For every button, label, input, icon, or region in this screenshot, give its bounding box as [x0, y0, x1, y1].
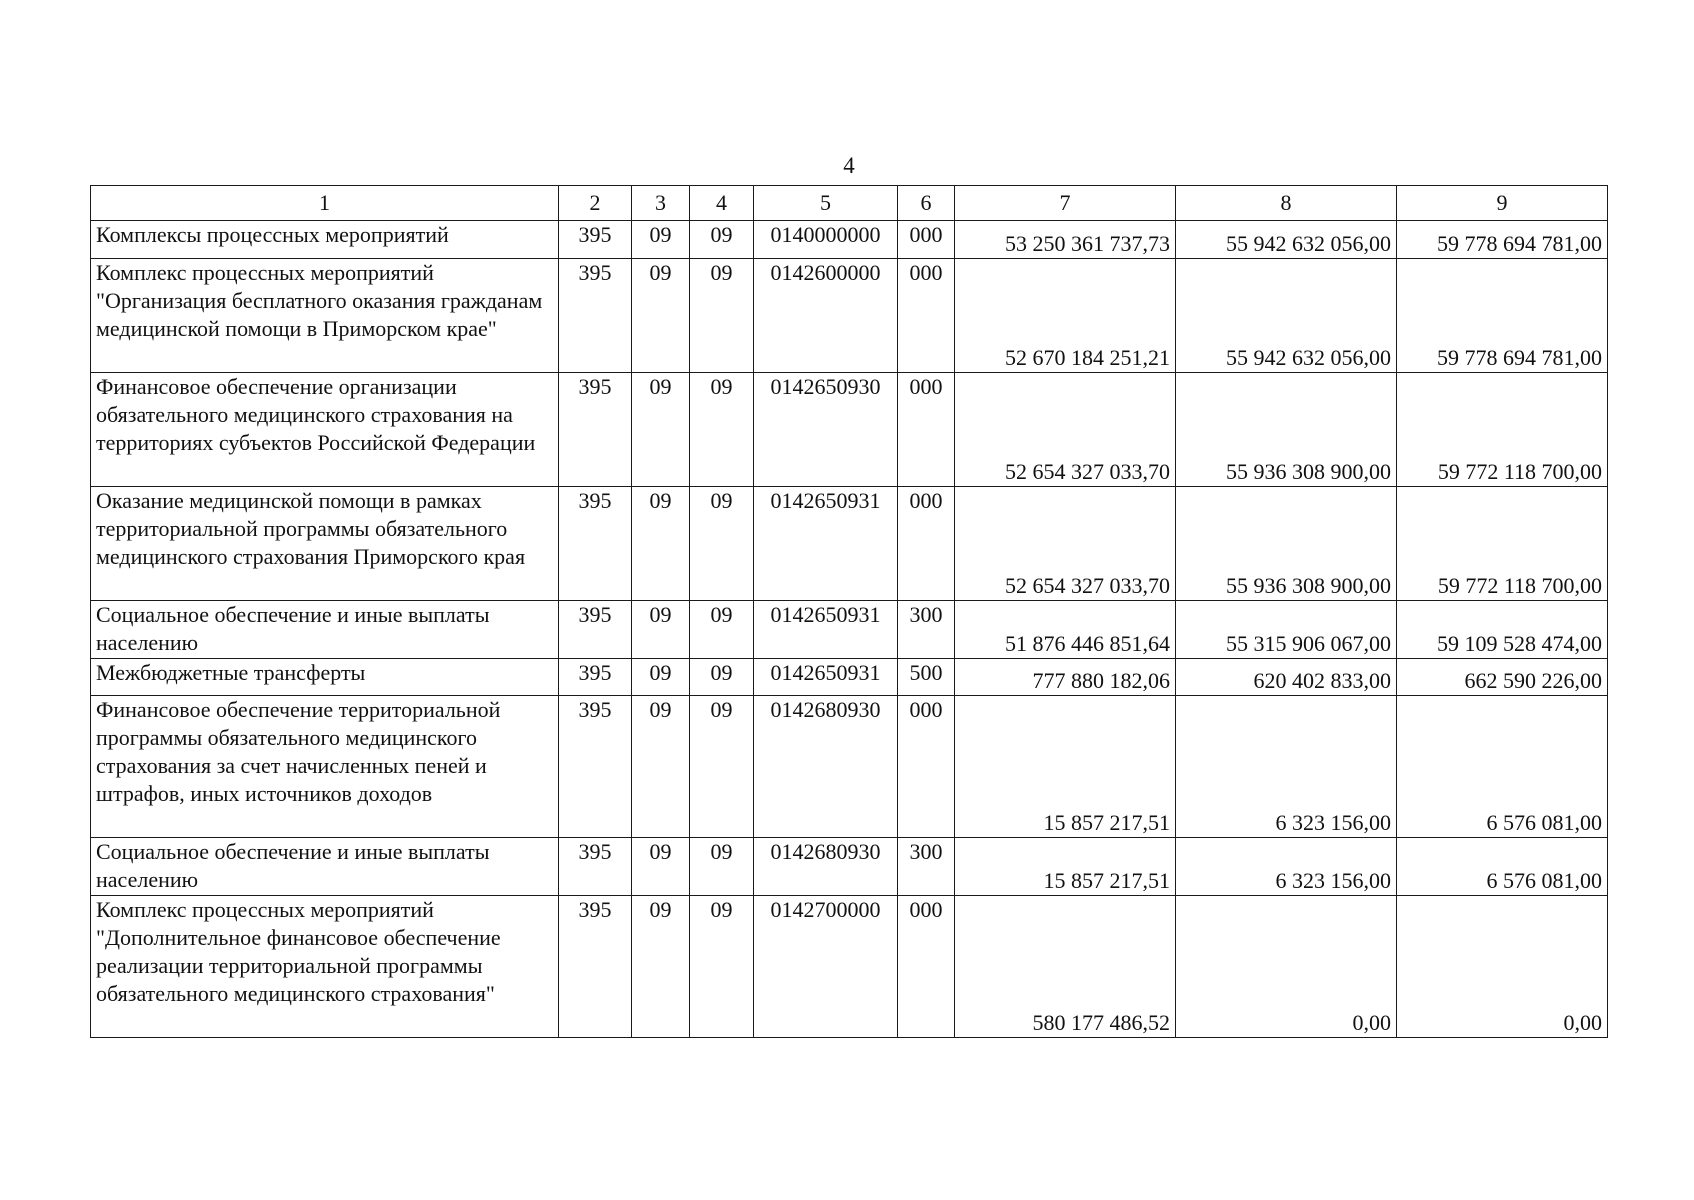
row-name: Финансовое обеспечение организации обязательного медицинского страхования на территориях субъектов Российской Федерации	[91, 373, 559, 487]
row-col9: 59 778 694 781,00	[1397, 259, 1608, 373]
row-col4: 09	[690, 896, 754, 1038]
row-col9: 59 109 528 474,00	[1397, 601, 1608, 659]
budget-table	[90, 185, 1608, 1038]
row-col5: 0142650931	[754, 601, 898, 659]
header-cell: 4	[690, 186, 754, 221]
table-row	[91, 659, 1608, 696]
page-number: 4	[843, 153, 855, 178]
row-col6: 300	[898, 601, 955, 659]
row-col7: 52 670 184 251,21	[955, 259, 1176, 373]
row-col9: 59 772 118 700,00	[1397, 487, 1608, 601]
row-col7: 777 880 182,06	[955, 659, 1176, 696]
header-cell: 5	[754, 186, 898, 221]
table-row	[91, 373, 1608, 487]
row-name: Социальное обеспечение и иные выплаты населению	[91, 601, 559, 659]
row-col8: 55 942 632 056,00	[1176, 259, 1397, 373]
row-col8: 6 323 156,00	[1176, 838, 1397, 896]
row-col6: 000	[898, 373, 955, 487]
row-col5: 0142600000	[754, 259, 898, 373]
row-col5: 0142650931	[754, 659, 898, 696]
row-col7: 51 876 446 851,64	[955, 601, 1176, 659]
row-col6: 000	[898, 221, 955, 259]
table-row	[91, 221, 1608, 259]
row-name: Комплекс процессных мероприятий "Дополнительное финансовое обеспечение реализации территориальной программы обязательного медицинского страхования"	[91, 896, 559, 1038]
row-name: Комплекс процессных мероприятий "Организация бесплатного оказания гражданам медицинской помощи в Приморском крае"	[91, 259, 559, 373]
row-col5: 0140000000	[754, 221, 898, 259]
row-col7: 15 857 217,51	[955, 838, 1176, 896]
row-col4: 09	[690, 838, 754, 896]
row-col8: 0,00	[1176, 896, 1397, 1038]
table-row	[91, 259, 1608, 373]
row-col8: 55 936 308 900,00	[1176, 373, 1397, 487]
row-col3: 09	[632, 601, 690, 659]
row-name: Финансовое обеспечение территориальной программы обязательного медицинского страхования за счет начисленных пеней и штрафов, иных источников доходов	[91, 696, 559, 838]
row-col8: 6 323 156,00	[1176, 696, 1397, 838]
header-cell: 9	[1397, 186, 1608, 221]
row-col9: 6 576 081,00	[1397, 838, 1608, 896]
row-col5: 0142700000	[754, 896, 898, 1038]
row-col3: 09	[632, 659, 690, 696]
row-col7: 53 250 361 737,73	[955, 221, 1176, 259]
row-col2: 395	[559, 373, 632, 487]
header-cell: 7	[955, 186, 1176, 221]
row-col3: 09	[632, 373, 690, 487]
row-col8: 55 942 632 056,00	[1176, 221, 1397, 259]
row-col8: 55 936 308 900,00	[1176, 487, 1397, 601]
header-cell: 6	[898, 186, 955, 221]
row-col2: 395	[559, 221, 632, 259]
row-col7: 52 654 327 033,70	[955, 487, 1176, 601]
header-cell: 1	[91, 186, 559, 221]
row-col3: 09	[632, 221, 690, 259]
row-col7: 15 857 217,51	[955, 696, 1176, 838]
row-col3: 09	[632, 487, 690, 601]
row-col4: 09	[690, 601, 754, 659]
row-col9: 6 576 081,00	[1397, 696, 1608, 838]
row-col5: 0142650931	[754, 487, 898, 601]
table-row	[91, 838, 1608, 896]
row-col9: 662 590 226,00	[1397, 659, 1608, 696]
row-col5: 0142680930	[754, 696, 898, 838]
row-name: Межбюджетные трансферты	[91, 659, 559, 696]
row-col4: 09	[690, 259, 754, 373]
row-col5: 0142680930	[754, 838, 898, 896]
row-col6: 000	[898, 696, 955, 838]
row-col6: 000	[898, 896, 955, 1038]
row-col2: 395	[559, 838, 632, 896]
header-cell: 3	[632, 186, 690, 221]
header-cell: 8	[1176, 186, 1397, 221]
row-col2: 395	[559, 659, 632, 696]
row-col3: 09	[632, 696, 690, 838]
row-col2: 395	[559, 487, 632, 601]
row-col3: 09	[632, 259, 690, 373]
row-col9: 59 772 118 700,00	[1397, 373, 1608, 487]
row-col9: 59 778 694 781,00	[1397, 221, 1608, 259]
row-col4: 09	[690, 221, 754, 259]
row-col3: 09	[632, 896, 690, 1038]
row-col8: 55 315 906 067,00	[1176, 601, 1397, 659]
row-col2: 395	[559, 259, 632, 373]
row-name: Комплексы процессных мероприятий	[91, 221, 559, 259]
row-col4: 09	[690, 373, 754, 487]
row-name: Оказание медицинской помощи в рамках территориальной программы обязательного медицинского страхования Приморского края	[91, 487, 559, 601]
row-col4: 09	[690, 487, 754, 601]
row-name: Социальное обеспечение и иные выплаты населению	[91, 838, 559, 896]
header-cell: 2	[559, 186, 632, 221]
row-col9: 0,00	[1397, 896, 1608, 1038]
row-col2: 395	[559, 601, 632, 659]
row-col6: 000	[898, 487, 955, 601]
table-row	[91, 696, 1608, 838]
row-col3: 09	[632, 838, 690, 896]
row-col6: 000	[898, 259, 955, 373]
row-col2: 395	[559, 896, 632, 1038]
row-col6: 500	[898, 659, 955, 696]
table-row	[91, 896, 1608, 1038]
row-col7: 52 654 327 033,70	[955, 373, 1176, 487]
row-col2: 395	[559, 696, 632, 838]
row-col4: 09	[690, 696, 754, 838]
row-col4: 09	[690, 659, 754, 696]
row-col6: 300	[898, 838, 955, 896]
row-col7: 580 177 486,52	[955, 896, 1176, 1038]
row-col5: 0142650930	[754, 373, 898, 487]
table-row	[91, 487, 1608, 601]
header-row	[91, 186, 1608, 221]
row-col8: 620 402 833,00	[1176, 659, 1397, 696]
table-row	[91, 601, 1608, 659]
